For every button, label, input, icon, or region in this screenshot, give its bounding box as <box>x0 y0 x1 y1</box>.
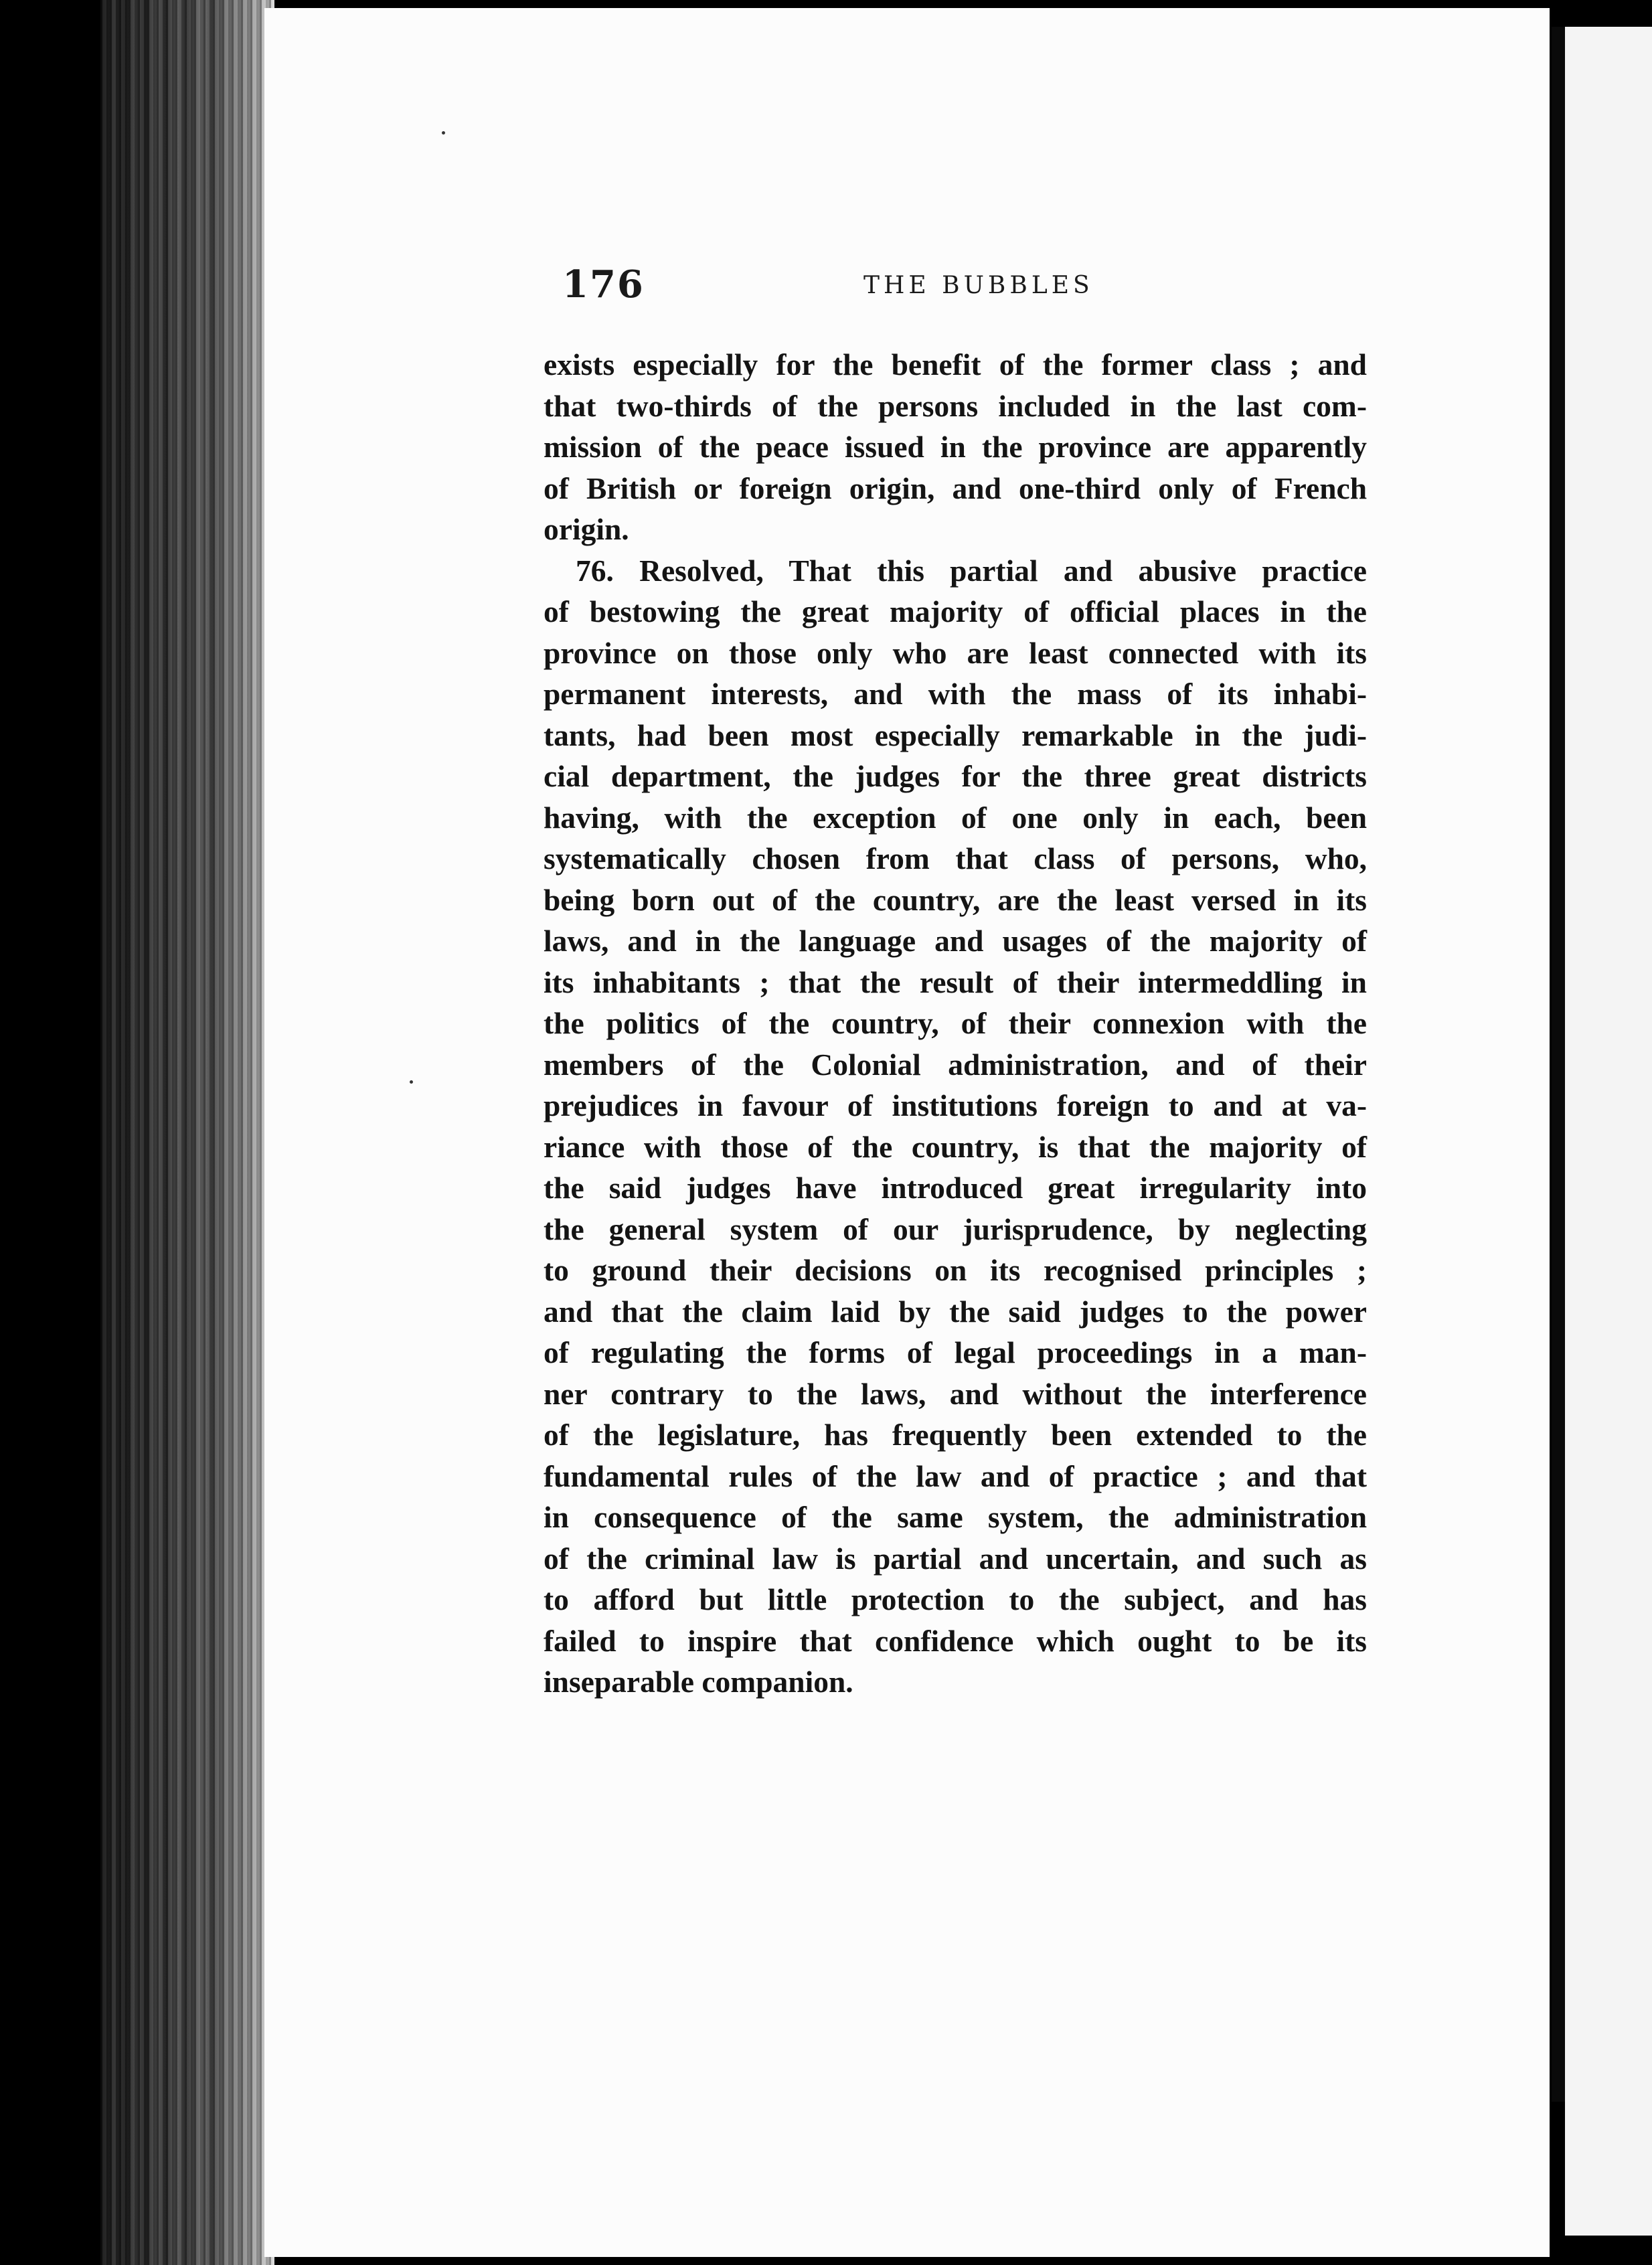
text-line: of bestowing the great majority of official places in the <box>544 594 1367 628</box>
paper-speck <box>442 131 445 135</box>
text-line: province on those only who are least connected with its <box>544 635 1367 670</box>
page-header <box>562 262 1366 309</box>
text-line: laws, and in the language and usages of the majority of <box>544 924 1367 958</box>
text-line: origin. <box>544 512 629 546</box>
text-line: permanent interests, and with the mass of its inhabi- <box>544 677 1367 711</box>
right-page-edge <box>1565 27 1652 2236</box>
text-line: and that the claim laid by the said judges to the power <box>544 1294 1367 1329</box>
text-line: failed to inspire that confidence which ought to be its <box>544 1623 1367 1658</box>
text-line: cial department, the judges for the three great districts <box>544 759 1367 793</box>
text-line: of the legislature, has frequently been extended to the <box>544 1418 1367 1452</box>
text-line: being born out of the country, are the least versed in its <box>544 882 1367 917</box>
body-text <box>544 344 1367 1703</box>
text-line: the general system of our jurisprudence, by neglecting <box>544 1211 1367 1246</box>
text-line: in consequence of the same system, the administration <box>544 1500 1367 1534</box>
text-line: that two-thirds of the persons included in the last com- <box>544 388 1367 423</box>
text-line: its inhabitants ; that the result of their intermeddling in <box>544 964 1367 999</box>
page-fold-shadow <box>1552 27 1565 2102</box>
text-line: systematically chosen from that class of persons, who, <box>544 841 1367 875</box>
text-line: of the criminal law is partial and uncertain, and such as <box>544 1541 1367 1576</box>
text-line: of regulating the forms of legal proceedings in a man- <box>544 1335 1367 1369</box>
text-line: the politics of the country, of their connexion with the <box>544 1006 1367 1040</box>
paper-speck <box>410 1080 413 1084</box>
text-line: of British or foreign origin, and one-third only of French <box>544 471 1367 505</box>
text-line: fundamental rules of the law and of practice ; and that <box>544 1458 1367 1493</box>
page-number: 176 <box>562 262 645 307</box>
text-line: ner contrary to the laws, and without the interference <box>544 1376 1367 1411</box>
running-head: THE BUBBLES <box>863 272 1094 299</box>
text-line: to afford but little protection to the subject, and has <box>544 1582 1367 1616</box>
text-line: prejudices in favour of institutions foreign to and at va- <box>544 1088 1367 1122</box>
text-line: members of the Colonial administration, and of their <box>544 1047 1367 1082</box>
text-line: tants, had been most especially remarkable in the judi- <box>544 718 1367 752</box>
text-line: to ground their decisions on its recognised principles ; <box>544 1253 1367 1287</box>
page-edges <box>100 0 274 2265</box>
text-line: mission of the peace issued in the province are apparently <box>544 430 1367 464</box>
text-line: 76. Resolved, That this partial and abusive practice <box>576 553 1367 588</box>
text-line: the said judges have introduced great irregularity into <box>544 1171 1367 1205</box>
text-line: inseparable companion. <box>544 1665 853 1699</box>
text-line: having, with the exception of one only in each, been <box>544 800 1367 835</box>
text-line: riance with those of the country, is that the majority of <box>544 1129 1367 1164</box>
text-line: exists especially for the benefit of the former class ; and <box>544 347 1367 382</box>
